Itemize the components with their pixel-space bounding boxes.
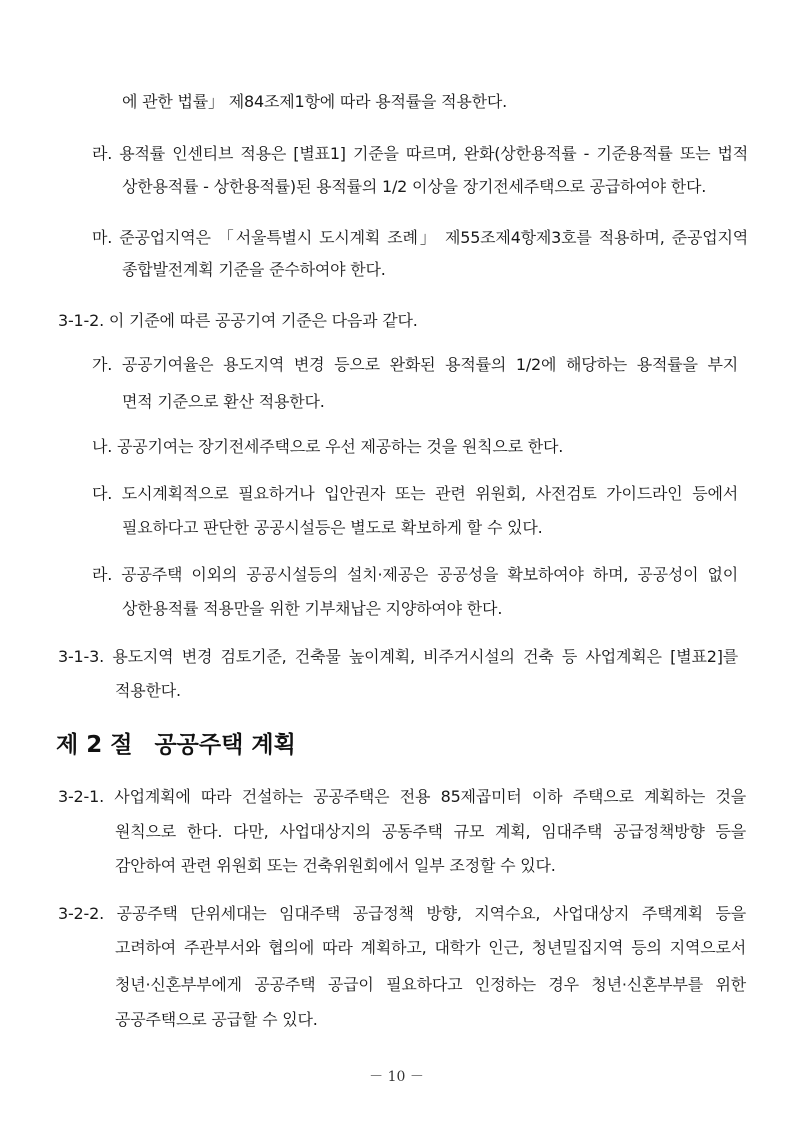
text-line: 종합발전계획 기준을 준수하여야 한다. — [122, 260, 386, 279]
text-line: 상한용적률 - 상한용적률)된 용적률의 1/2 이상을 장기전세주택으로 공급하여야 한다. — [122, 177, 707, 196]
text-line: 3-2-1. 사업계획에 따라 건설하는 공공주택은 전용 85제곱미터 이하 주택으로 계획하는 것을 — [58, 787, 746, 806]
text-line: 면적 기준으로 환산 적용한다. — [122, 392, 325, 411]
section-heading — [56, 730, 296, 760]
text-line: 다. 도시계획적으로 필요하거나 입안권자 또는 관련 위원회, 사전검토 가이드라인 등에서 — [92, 484, 738, 503]
text-line: 3-1-2. 이 기준에 따른 공공기여 기준은 다음과 같다. — [58, 311, 418, 330]
text-line: 필요하다고 판단한 공공시설등은 별도로 확보하게 할 수 있다. — [122, 518, 543, 537]
page-number: － 10 － — [369, 1069, 424, 1085]
text-line: 라. 용적률 인센티브 적용은 [별표1] 기준을 따르며, 완화(상한용적률 - 기준용적률 또는 법적 — [92, 144, 748, 163]
text-line: 마. 준공업지역은 「서울특별시 도시계획 조례」 제55조제4항제3호를 적용하며, 준공업지역 — [92, 228, 748, 247]
text-line: 원칙으로 한다. 다만, 사업대상지의 공동주택 규모 계획, 임대주택 공급정책방향 등을 — [115, 822, 746, 841]
text-line: 3-2-2. 공공주택 단위세대는 임대주택 공급정책 방향, 지역수요, 사업대상지 주택계획 등을 — [58, 904, 746, 923]
text-line: 고려하여 주관부서와 협의에 따라 계획하고, 대학가 인근, 청년밀집지역 등의 지역으로서 — [115, 938, 746, 957]
text-line: 감안하여 관련 위원회 또는 건축위원회에서 일부 조정할 수 있다. — [115, 856, 556, 875]
section-title: 공공주택 계획 — [154, 732, 296, 758]
text-line: 에 관한 법률」 제84조제1항에 따라 용적률을 적용한다. — [122, 92, 508, 111]
text-line: 3-1-3. 용도지역 변경 검토기준, 건축물 높이계획, 비주거시설의 건축 등 사업계획은 [별표2]를 — [58, 647, 738, 666]
text-line: 공공주택으로 공급할 수 있다. — [115, 1010, 318, 1029]
text-line: 라. 공공주택 이외의 공공시설등의 설치·제공은 공공성을 확보하여야 하며, 공공성이 없이 — [92, 565, 738, 584]
section-number: 제 2 절 — [56, 732, 133, 758]
text-line: 적용한다. — [115, 681, 181, 700]
text-line: 상한용적률 적용만을 위한 기부채납은 지양하여야 한다. — [122, 599, 503, 618]
text-line: 가. 공공기여율은 용도지역 변경 등으로 완화된 용적률의 1/2에 해당하는 용적률을 부지 — [92, 355, 738, 374]
text-line: 나. 공공기여는 장기전세주택으로 우선 제공하는 것을 원칙으로 한다. — [92, 437, 564, 456]
text-line: 청년·신혼부부에게 공공주택 공급이 필요하다고 인정하는 경우 청년·신혼부부를 위한 — [115, 975, 746, 994]
